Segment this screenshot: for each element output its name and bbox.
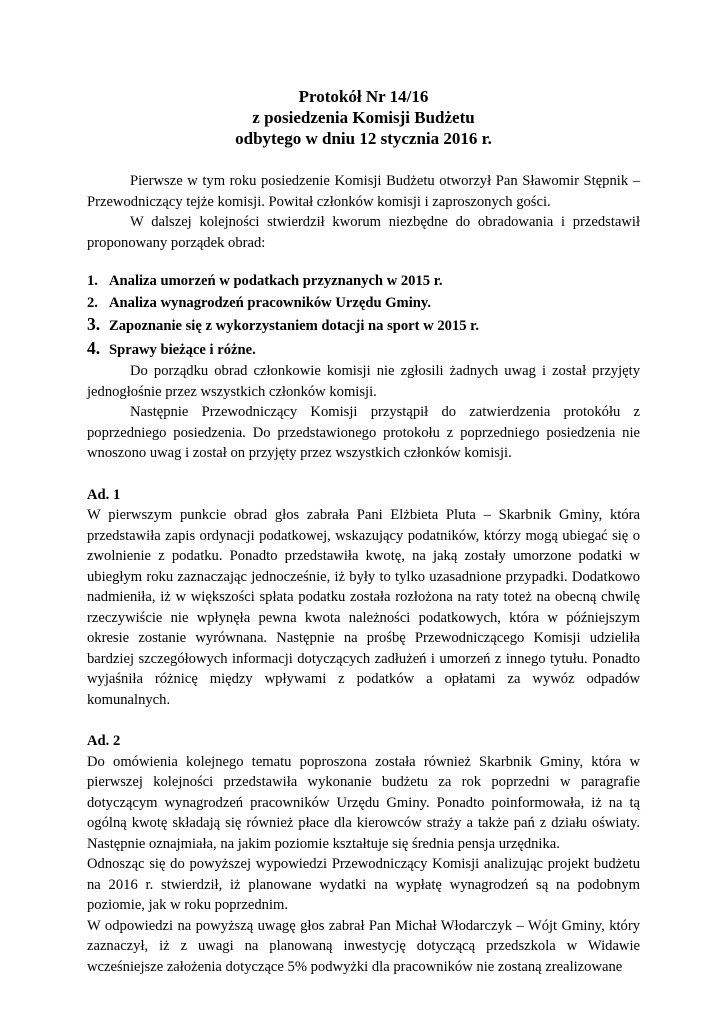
title-line-1: Protokół Nr 14/16 bbox=[298, 87, 429, 106]
title-line-2: z posiedzenia Komisji Budżetu bbox=[252, 108, 475, 127]
agenda-item bbox=[87, 293, 640, 315]
document-title bbox=[87, 86, 640, 149]
ad2-paragraph: W odpowiedzi na powyższą uwagę głos zabrał Pan Michał Włodarczyk – Wójt Gminy, który zaznaczył, iż z uwagi na planowaną inwestycję dotyczącą przedszkola w Widawie wcześniejsze założenia dotyczące 5% podwyżki dla pracowników nie zostaną zrealizowane bbox=[87, 917, 640, 975]
agenda-text: Sprawy bieżące i różne. bbox=[109, 341, 256, 358]
section-heading-ad1: Ad. 1 bbox=[87, 486, 121, 503]
body-paragraph: Do porządku obrad członkowie komisji nie zgłosili żadnych uwag i został przyjęty jednogłośnie przez wszystkich członków komisji. bbox=[87, 363, 640, 400]
agenda-item bbox=[87, 314, 640, 338]
intro-paragraph: Pierwsze w tym roku posiedzenie Komisji Budżetu otworzył Pan Sławomir Stępnik – Przewodniczący tejże komisji. Powitał członków komisji i zaproszonych gości. bbox=[87, 173, 640, 210]
agenda-text: Analiza wynagrodzeń pracowników Urzędu Gminy. bbox=[109, 294, 432, 311]
agenda-item bbox=[87, 271, 640, 293]
agenda-item bbox=[87, 338, 640, 362]
ad2-paragraph: Odnosząc się do powyższej wypowiedzi Przewodniczący Komisji analizując projekt budżetu na 2016 r. stwierdził, iż planowane wydatki na wypłatę wynagrodzeń są na podobnym poziomie, jak w roku poprzednim. bbox=[87, 856, 640, 913]
ad1-paragraph: W pierwszym punkcie obrad głos zabrała Pani Elżbieta Pluta – Skarbnik Gminy, która przedstawiła zapis ordynacji podatkowej, wskazujący podatników, którzy mogą ubiegać się o zwolnienie z podatku. Ponadto przedstawiła kwotę, na jaką zostały umorzone podatki w ubiegłym roku zaznaczając jednocześnie, iż były to tylko uzasadnione przypadki. Dodatkowo nadmieniła, iż w większości spłata podatku została rozłożona na raty toteż na obecną chwilę rzeczywiście nie wpłynęła pewna kwota należności podatkowych, która w późniejszym okresie zostanie wyrównana. Następnie na prośbę Przewodniczącego Komisji udzieliła bardziej szczegółowych informacji dotyczących zadłużeń i umorzeń z innego tytułu. Ponadto wyjaśniła różnicę między wpływami z podatków a opłatami za wywóz odpadów komunalnych. bbox=[87, 507, 640, 708]
intro-paragraph: W dalszej kolejności stwierdził kworum niezbędne do obradowania i przedstawił proponowany porządek obrad: bbox=[87, 214, 640, 251]
agenda-number: 2. bbox=[87, 294, 98, 311]
agenda-number: 1. bbox=[87, 273, 98, 289]
title-line-3: odbytego w dniu 12 stycznia 2016 r. bbox=[235, 129, 492, 148]
section-heading-ad2: Ad. 2 bbox=[87, 733, 121, 749]
agenda-number: 4. bbox=[87, 337, 101, 358]
document-page bbox=[87, 86, 640, 977]
agenda-number: 3. bbox=[87, 314, 101, 334]
agenda-list bbox=[87, 271, 640, 361]
agenda-text: Analiza umorzeń w podatkach przyznanych w 2015 r. bbox=[109, 273, 443, 289]
agenda-text: Zapoznanie się z wykorzystaniem dotacji na sport w 2015 r. bbox=[109, 318, 479, 334]
ad2-paragraph: Do omówienia kolejnego tematu poproszona została również Skarbnik Gminy, która w pierwszej kolejności przedstawiła wykonanie budżetu za rok poprzedni w paragrafie dotyczącym wynagrodzeń pracowników Urzędu Gminy. Ponadto poinformowała, iż na tą ogólną kwotę składają się również płace dla kierowców straży a także pań z działu oświaty. Następnie oznajmiała, na jakim poziomie kształtuje się średnia pensja urzędnika. bbox=[87, 753, 640, 852]
body-paragraph: Następnie Przewodniczący Komisji przystąpił do zatwierdzenia protokółu z poprzedniego posiedzenia. Do przedstawionego protokołu z poprzedniego posiedzenia nie wnoszono uwag i został on przyjęty przez wszystkich członków komisji. bbox=[87, 404, 640, 461]
